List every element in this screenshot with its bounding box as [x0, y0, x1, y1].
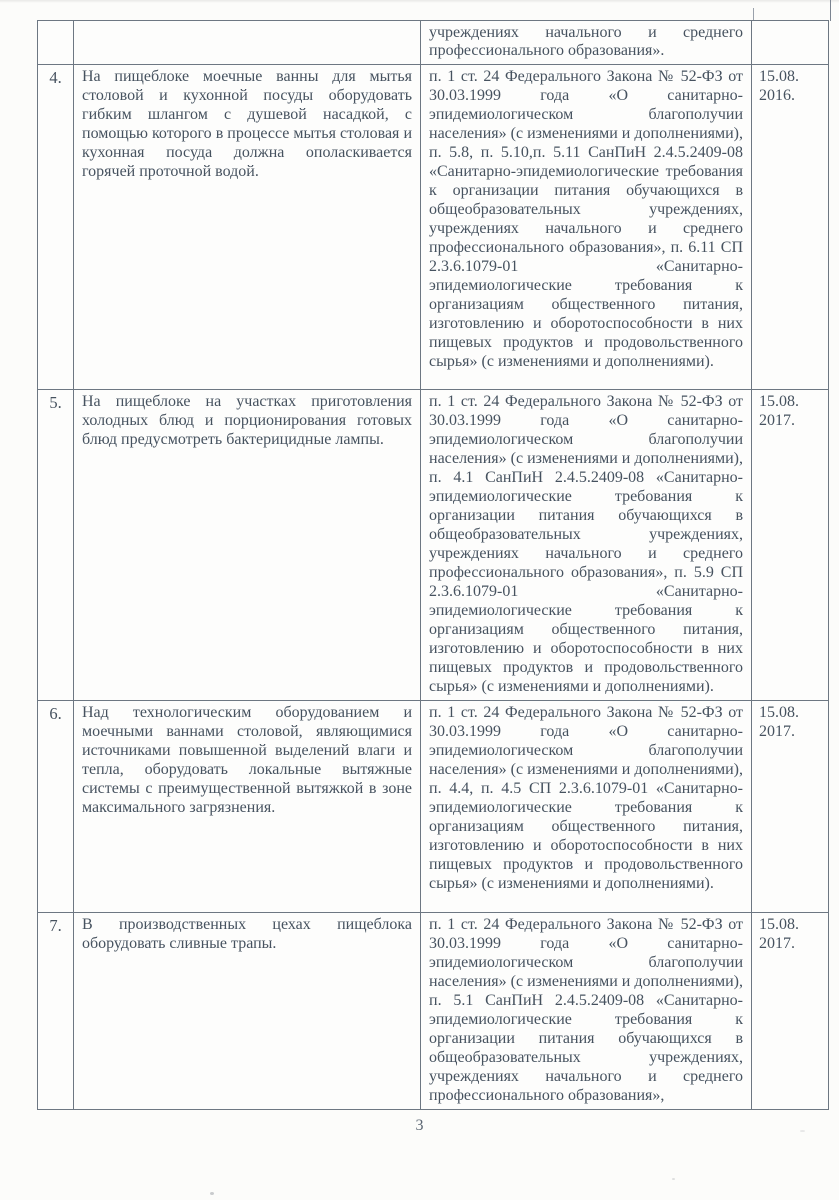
- date-line-1: 15.08.: [759, 704, 799, 721]
- requirement-cell: Над технологическим оборудованием и моечными ваннами столовой, являющимися источниками повышенной выделений влаги и тепла, оборудовать локальные вытяжные системы с преимущественной вытяжкой в зоне максимального загрязнения.: [74, 701, 421, 912]
- date-cell: [752, 913, 828, 1109]
- requirement-cell: В производственных цехах пищеблока оборудовать сливные трапы.: [74, 913, 421, 1109]
- date-line-1: 15.08.: [759, 68, 799, 85]
- table-row-4: [38, 65, 828, 390]
- date-line-2: 2017.: [759, 723, 795, 740]
- date-line-1: 15.08.: [759, 916, 799, 933]
- page-number: 3: [415, 1117, 424, 1134]
- table-row-7: [38, 913, 828, 1109]
- date-line-1: 15.08.: [759, 393, 799, 410]
- date-line-2: 2016.: [759, 87, 795, 104]
- scan-speck: [800, 1130, 805, 1132]
- row-number-cell: 4.: [38, 65, 74, 389]
- legal-basis-cell: п. 1 ст. 24 Федерального Закона № 52-ФЗ от 30.03.1999 года «О санитарно-эпидемиологическом благополучии населения» (с изменениями и дополнениями), п. 4.4, п. 4.5 СП 2.3.6.1079-01 «Санитарно-эпидемиологические требования к организациям общественного питания, изготовлению и оборотоспособности в них пищевых продуктов и продовольственного сырья» (с изменениями и дополнениями).: [421, 701, 752, 912]
- date-cell: [752, 701, 828, 912]
- date-cell: [752, 65, 828, 389]
- date-line-2: 2017.: [759, 412, 795, 429]
- date-cell: [752, 21, 828, 64]
- scan-speck: [210, 1192, 214, 1195]
- row-number-cell: [38, 21, 74, 64]
- legal-basis-cell: учреждениях начального и среднего профессионального образования».: [421, 21, 752, 64]
- date-line-2: 2017.: [759, 935, 795, 952]
- requirement-cell: [74, 21, 421, 64]
- requirement-cell: На пищеблоке моечные ванны для мытья столовой и кухонной посуды оборудовать гибким шлангом с душевой насадкой, с помощью которого в процессе мытья столовая и кухонная посуда должна ополаскивается горячей проточной водой.: [74, 65, 421, 389]
- table-row-continuation: [38, 21, 828, 65]
- table-row-5: [38, 390, 828, 701]
- table-row-6: [38, 701, 828, 913]
- row-number-cell: 5.: [38, 390, 74, 700]
- scan-speck: [672, 1178, 675, 1180]
- row-number-cell: 6.: [38, 701, 74, 912]
- date-cell: [752, 390, 828, 700]
- legal-basis-cell: п. 1 ст. 24 Федерального Закона № 52-ФЗ от 30.03.1999 года «О санитарно-эпидемиологическом благополучии населения» (с изменениями и дополнениями), п. 5.8, п. 5.10,п. 5.11 СанПиН 2.4.5.2409-08 «Санитарно-эпидемиологические требования к организации питания обучающихся в общеобразовательных учреждениях, учреждениях начального и среднего профессионального образования», п. 6.11 СП 2.3.6.1079-01 «Санитарно-эпидемиологические требования к организациям общественного питания, изготовлению и оборотоспособности в них пищевых продуктов и продовольственного сырья» (с изменениями и дополнениями).: [421, 65, 752, 389]
- scan-edge-artifact: [0, 0, 839, 3]
- inspection-requirements-table: [37, 20, 829, 1110]
- row-number-cell: 7.: [38, 913, 74, 1109]
- cutoff-table-border-artifact: [830, 0, 831, 21]
- requirement-cell: На пищеблоке на участках приготовления холодных блюд и порционирования готовых блюд предусмотреть бактерицидные лампы.: [74, 390, 421, 700]
- legal-basis-cell: п. 1 ст. 24 Федерального Закона № 52-ФЗ от 30.03.1999 года «О санитарно-эпидемиологическом благополучии населения» (с изменениями и дополнениями), п. 5.1 СанПиН 2.4.5.2409-08 «Санитарно-эпидемиологические требования к организации питания обучающихся в общеобразовательных учреждениях, учреждениях начального и среднего профессионального образования»,: [421, 913, 752, 1109]
- legal-basis-cell: п. 1 ст. 24 Федерального Закона № 52-ФЗ от 30.03.1999 года «О санитарно-эпидемиологическом благополучии населения» (с изменениями и дополнениями), п. 4.1 СанПиН 2.4.5.2409-08 «Санитарно-эпидемиологические требования к организации питания обучающихся в общеобразовательных учреждениях, учреждениях начального и среднего профессионального образования», п. 5.9 СП 2.3.6.1079-01 «Санитарно-эпидемиологические требования к организациям общественного питания, изготовлению и оборотоспособности в них пищевых продуктов и продовольственного сырья» (с изменениями и дополнениями).: [421, 390, 752, 700]
